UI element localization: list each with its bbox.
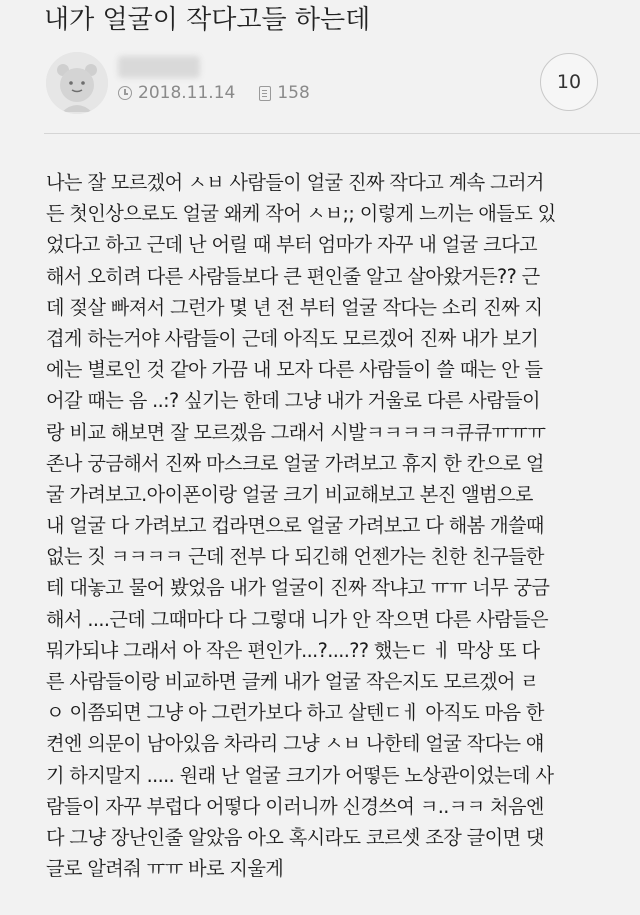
post-info <box>118 83 310 103</box>
clock-icon <box>118 86 132 100</box>
body-line: 테 대놓고 물어 봤었음 내가 얼굴이 진짜 작냐고 ㅠㅠ 너무 궁금 <box>46 576 550 600</box>
body-line: 른 사람들이랑 비교하면 글케 내가 얼굴 작은지도 모르겠어 ㄹ <box>46 670 539 693</box>
views-icon <box>259 86 271 101</box>
bear-character-icon <box>46 52 108 114</box>
body-line: 었다고 하고 근데 난 어릴 때 부터 엄마가 자꾸 내 얼굴 크다고 <box>46 233 537 257</box>
body-line: 없는 짓 ㅋㅋㅋㅋ 근데 전부 다 되긴해 언젠가는 친한 친구들한 <box>46 545 544 569</box>
divider <box>44 133 640 134</box>
author-name-blurred <box>118 56 200 78</box>
body-line: 글로 알려줘 ㅠㅠ 바로 지울게 <box>46 857 284 881</box>
body-line: 존나 궁금해서 진짜 마스크로 얼굴 가려보고 휴지 한 칸으로 얼 <box>46 451 544 475</box>
comment-count-button[interactable]: 10 <box>540 53 598 111</box>
body-line: 나는 잘 모르겠어 ㅅㅂ 사람들이 얼굴 진짜 작다고 계속 그러거 <box>46 171 544 194</box>
body-line: 겹게 하는거야 사람들이 근데 아직도 모르겠어 진짜 내가 보기 <box>46 326 539 350</box>
body-line: 든 첫인상으로도 얼굴 왜케 작어 ㅅㅂ;; 이렇게 느끼는 애들도 있 <box>46 202 556 226</box>
body-line: 기 하지말지 ..... 원래 난 얼굴 크기가 어떻든 노상관이었는데 사 <box>46 763 554 787</box>
body-line: 켠엔 의문이 남아있음 차라리 그냥 ㅅㅂ 나한테 얼굴 작다는 얘 <box>46 732 544 756</box>
body-line: ㅇ 이쯤되면 그냥 아 그런가보다 하고 살텐ㄷㅔ 아직도 마음 한 <box>46 701 544 725</box>
avatar[interactable] <box>46 52 108 114</box>
post-meta <box>46 50 606 130</box>
body-line: 해서 ....근데 그때마다 다 그렇대 니가 안 작으면 다른 사람들은 <box>46 607 548 631</box>
body-line: 데 젖살 빠져서 그런가 몇 년 전 부터 얼굴 작다는 소리 진짜 지 <box>46 295 543 319</box>
body-line: 랑 비교 해보면 잘 모르겠음 그래서 시발ㅋㅋㅋㅋㅋ큐큐ㅠㅠㅠ <box>46 420 546 444</box>
body-line: 에는 별로인 것 같아 가끔 내 모자 다른 사람들이 쓸 때는 안 들 <box>46 358 543 382</box>
body-line: 뭐가되냐 그래서 아 작은 편인가...?....?? 했는ㄷ ㅔ 막상 또 다 <box>46 638 540 662</box>
body-line: 내 얼굴 다 가려보고 컵라면으로 얼굴 가려보고 다 해봄 개쓸때 <box>46 514 544 538</box>
post-date: 2018.11.14 <box>138 83 236 103</box>
body-line: 람들이 자꾸 부럽다 어떻다 이러니까 신경쓰여 ㅋ..ㅋㅋ 처음엔 <box>46 794 544 818</box>
body-line: 굴 가려보고.아이폰이랑 얼굴 크기 비교해보고 본진 앨범으로 <box>46 482 533 506</box>
post-body <box>46 167 640 884</box>
view-count: 158 <box>277 83 310 103</box>
body-line: 다 그냥 장난인줄 알았음 아오 혹시라도 코르셋 조장 글이면 댓 <box>46 825 544 849</box>
body-line: 해서 오히려 다른 사람들보다 큰 편인줄 알고 살아왔거든?? 근 <box>46 264 540 288</box>
post-title: 내가 얼굴이 작다고들 하는데 <box>44 5 371 35</box>
body-line: 어갈 때는 음 ..:? 싶기는 한데 그냥 내가 거울로 다른 사람들이 <box>46 389 540 413</box>
